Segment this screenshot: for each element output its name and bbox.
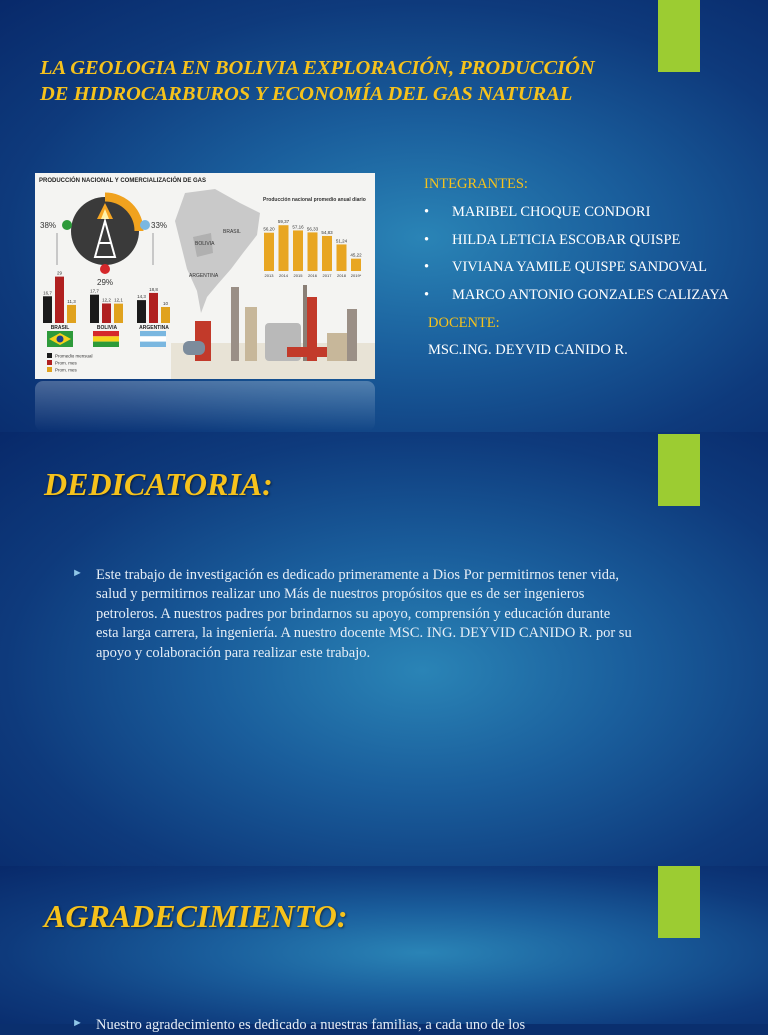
country-name: ARGENTINA xyxy=(139,325,169,331)
dedicatoria-slide xyxy=(0,432,768,866)
accent-bar xyxy=(658,0,700,72)
legend-label: Prom. mes xyxy=(55,367,77,373)
annual-bar-label: 59,37 xyxy=(277,219,290,225)
annual-year-label: 2019* xyxy=(350,273,362,278)
map-label-argentina: ARGENTINA xyxy=(189,273,219,279)
brasil-badge xyxy=(62,220,72,230)
member-item xyxy=(424,231,764,251)
bullet: • xyxy=(424,259,430,276)
country-bar-label: 29 xyxy=(56,270,63,276)
annual-bar-label: 54,83 xyxy=(321,229,333,235)
country-bar xyxy=(149,293,158,323)
annual-bar-label: 56,33 xyxy=(306,226,319,232)
map-label-brasil: BRASIL xyxy=(223,229,241,235)
docente-label: DOCENTE: xyxy=(428,315,500,332)
member-item xyxy=(424,258,764,278)
country-bar-label: 17,7 xyxy=(90,288,99,294)
annual-year-label: 2014 xyxy=(279,273,288,278)
annual-year-label: 2018 xyxy=(337,273,346,278)
infographic-graphic xyxy=(35,173,375,379)
member-name: MARIBEL CHOQUE CONDORI xyxy=(452,204,651,220)
arrow-bullet-icon: ► xyxy=(72,1017,83,1029)
country-bar xyxy=(55,277,64,323)
country-bar-label: 18,8 xyxy=(149,286,158,292)
country-bar xyxy=(102,303,111,323)
members-list xyxy=(424,203,764,305)
annual-bar xyxy=(351,259,361,271)
country-name: BOLIVIA xyxy=(96,325,118,331)
annual-bar xyxy=(322,236,332,271)
map-label-bolivia: BOLIVIA xyxy=(195,241,215,247)
accent-bar xyxy=(658,434,700,506)
dedicatoria-heading: DEDICATORIA: xyxy=(44,466,273,502)
annual-bar-label: 45,22 xyxy=(350,252,362,258)
legend-label: Promedio mensual xyxy=(55,353,93,359)
argentina-flag xyxy=(140,331,166,336)
annual-year-label: 2015 xyxy=(293,273,303,278)
member-item xyxy=(424,203,764,223)
annual-year-label: 2016 xyxy=(308,273,317,278)
legend-label: Prom. mes xyxy=(55,360,77,366)
country-bar xyxy=(67,305,76,323)
legend-swatch xyxy=(47,360,52,365)
agradecimiento-text: Nuestro agradecimiento es dedicado a nuestras familias, a cada uno de los xyxy=(96,1017,526,1033)
annual-bar xyxy=(337,244,347,271)
country-bar-label: 16,7 xyxy=(43,290,52,296)
country-name: BRASIL xyxy=(50,325,70,331)
member-name: MARCO ANTONIO GONZALES CALIZAYA xyxy=(452,286,729,303)
pct-right: 33% xyxy=(151,221,168,230)
bullet: • xyxy=(424,231,430,248)
argentina-badge xyxy=(140,220,150,230)
country-bar-label: 14,3 xyxy=(137,294,146,300)
country-bar-label: 12,1 xyxy=(114,297,123,303)
country-bar xyxy=(161,307,170,323)
country-bar-label: 11,3 xyxy=(67,298,76,304)
dedicatoria-text: Este trabajo de investigación es dedicado primeramente a Dios Por permitirnos tener vida, salud y permitirnos realizar uno Más de nuestros propósitos que es de ser ingenieros petroleros. A nuestros padres por brindarnos su apoyo, comprensión y educación durante esta larga carrera, la ingeniería. A nuestro docente MSC. ING. DEYVID CANIDO R. por su apoyo y colaboración para realizar este trabajo. xyxy=(96,567,632,661)
title-slide xyxy=(0,0,768,432)
country-bar-label: 12,2 xyxy=(102,297,111,303)
annual-bar-label: 57,16 xyxy=(292,224,304,230)
arrow-bullet-icon: ► xyxy=(72,567,83,579)
member-item xyxy=(424,286,764,306)
annual-bar xyxy=(308,232,318,271)
agradecimiento-slide xyxy=(0,866,768,1033)
gas-production-infographic xyxy=(35,173,375,379)
bullet: • xyxy=(424,204,430,220)
annual-bar-label: 51,24 xyxy=(335,238,348,244)
annual-chart-title: Producción nacional promedio anual diario xyxy=(263,197,366,203)
annual-year-label: 2017 xyxy=(322,273,332,278)
annual-bar-label: 56,20 xyxy=(263,226,275,232)
bolivia-badge xyxy=(100,264,110,274)
country-bar-label: 10 xyxy=(162,301,169,306)
annual-year-label: 2013 xyxy=(264,273,274,278)
agradecimiento-heading: AGRADECIMIENTO: xyxy=(44,898,348,934)
member-name: HILDA LETICIA ESCOBAR QUISPE xyxy=(452,231,681,248)
annual-bar xyxy=(264,233,274,271)
pct-left: 38% xyxy=(40,221,57,230)
country-bar xyxy=(43,296,52,323)
infographic-reflection xyxy=(35,381,375,431)
country-bar xyxy=(114,304,123,323)
bullet: • xyxy=(424,286,430,303)
legend-swatch xyxy=(47,353,52,358)
pct-bottom: 29% xyxy=(97,278,114,287)
presentation-title: LA GEOLOGIA EN BOLIVIA EXPLORACIÓN, PRODUCCIÓN DE HIDROCARBUROS Y ECONOMÍA DEL GAS NATURAL xyxy=(40,57,595,105)
accent-bar xyxy=(658,866,700,938)
agradecimiento-paragraph xyxy=(72,1016,632,1035)
country-bar xyxy=(137,300,146,323)
bolivia-flag xyxy=(93,331,119,336)
annual-bar xyxy=(279,225,289,271)
annual-bar xyxy=(293,230,303,271)
integrantes-label: INTEGRANTES: xyxy=(424,176,528,192)
legend-swatch xyxy=(47,367,52,372)
infographic-header: PRODUCCIÓN NACIONAL Y COMERCIALIZACIÓN DE GAS xyxy=(39,178,207,184)
docente-name: MSC.ING. DEYVID CANIDO R. xyxy=(428,342,628,359)
dedicatoria-paragraph xyxy=(72,566,632,663)
country-bar xyxy=(90,295,99,323)
team-info xyxy=(424,176,764,359)
member-name: VIVIANA YAMILE QUISPE SANDOVAL xyxy=(452,259,707,276)
